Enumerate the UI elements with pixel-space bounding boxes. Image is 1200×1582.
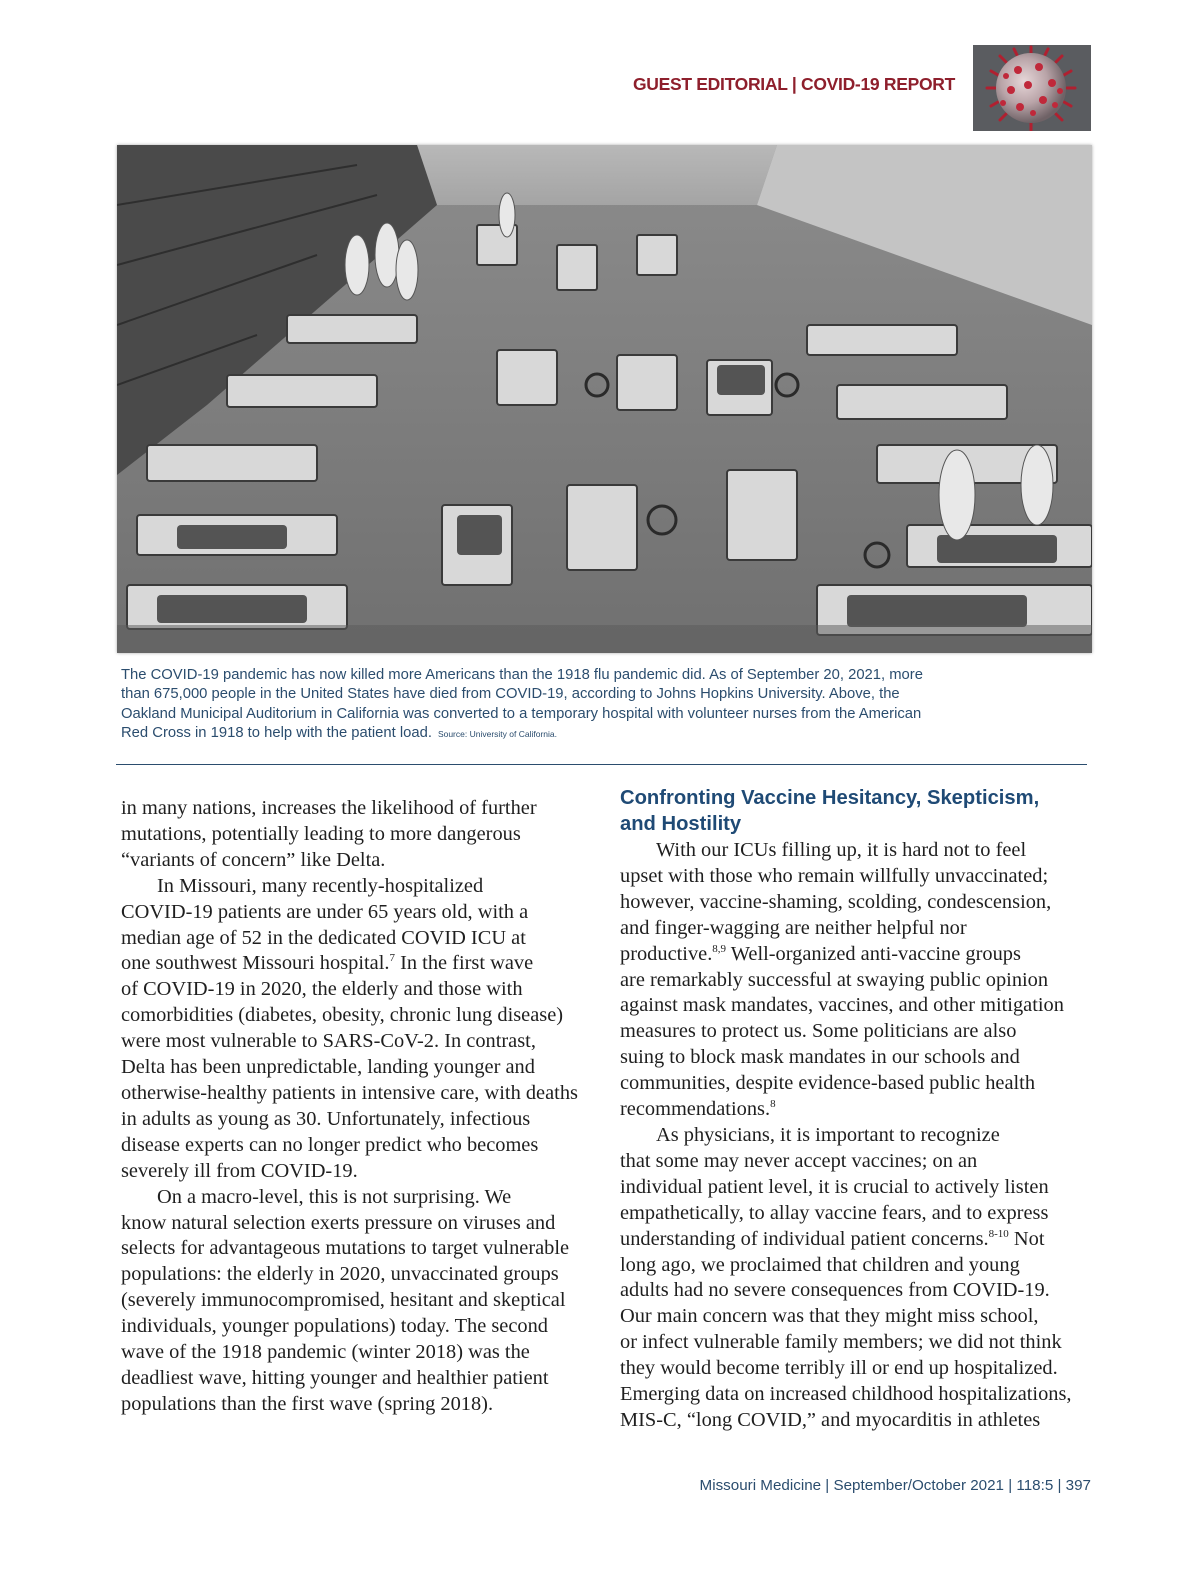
- text-line: [620, 942, 1098, 968]
- text-line: (severely immunocompromised, hesitant and skeptical: [121, 1289, 566, 1312]
- text-line: they would become terribly ill or end up hospitalized.: [620, 1357, 1058, 1380]
- text-line: adults had no severe consequences from COVID-19.: [620, 1279, 1050, 1302]
- hospital-ward-photo: [117, 145, 1092, 653]
- text-line: individuals, younger populations) today. The second: [121, 1315, 548, 1338]
- text-line: in adults as young as 30. Unfortunately, infectious: [121, 1107, 531, 1130]
- text-line: [620, 1097, 1098, 1123]
- text-line: [121, 951, 599, 977]
- text-line: suing to block mask mandates in our schools and: [620, 1046, 1020, 1069]
- text-span: Not: [1008, 1227, 1045, 1250]
- text-line: otherwise-healthy patients in intensive care, with deaths: [121, 1081, 578, 1104]
- caption-source: Source: University of California.: [437, 729, 557, 740]
- left-column: [121, 796, 599, 1418]
- text-span: recommendations.: [620, 1098, 771, 1121]
- text-line: communities, despite evidence-based public health: [620, 1072, 1036, 1095]
- right-column: [620, 838, 1098, 1434]
- section-heading: [620, 786, 1100, 837]
- text-line: comorbidities (diabetes, obesity, chronic lung disease): [121, 1004, 564, 1027]
- citation: 8-10: [988, 1227, 1009, 1240]
- text-line: severely ill from COVID-19.: [121, 1159, 358, 1182]
- text-line: upset with those who remain willfully unvaccinated;: [620, 864, 1049, 887]
- section-divider: [116, 764, 1087, 765]
- text-line: of COVID-19 in 2020, the elderly and those with: [121, 978, 523, 1001]
- text-line: deadliest wave, hitting younger and healthier patient: [121, 1366, 549, 1389]
- text-line: against mask mandates, vaccines, and other mitigation: [620, 994, 1064, 1017]
- text-line: disease experts can no longer predict who becomes: [121, 1133, 539, 1156]
- figure-caption: [121, 666, 1093, 745]
- caption-line: Oakland Municipal Auditorium in California was converted to a temporary hospital with volunteer nurses from the American: [121, 705, 922, 722]
- text-line: In Missouri, many recently-hospitalized: [157, 874, 484, 897]
- text-line: individual patient level, it is crucial to actively listen: [620, 1175, 1049, 1198]
- text-line: and finger-wagging are neither helpful nor: [620, 916, 967, 939]
- citation: 8: [770, 1098, 776, 1111]
- text-line: [620, 1227, 1098, 1253]
- text-line: On a macro-level, this is not surprising. We: [157, 1185, 512, 1208]
- text-line: As physicians, it is important to recognize: [656, 1123, 1000, 1146]
- caption-line-text: Red Cross in 1918 to help with the patient load.: [121, 725, 432, 742]
- text-line: or infect vulnerable family members; we did not think: [620, 1331, 1062, 1354]
- text-line: populations than the first wave (spring 2018).: [121, 1392, 494, 1415]
- text-line: With our ICUs filling up, it is hard not to feel: [656, 839, 1027, 861]
- text-line: MIS-C, “long COVID,” and myocarditis in athletes: [620, 1408, 1041, 1431]
- text-span: Well-organized anti-vaccine groups: [726, 942, 1021, 965]
- text-line: wave of the 1918 pandemic (winter 2018) was the: [121, 1341, 530, 1364]
- page-footer: Missouri Medicine | September/October 2021 | 118:5 | 397: [699, 1477, 1091, 1494]
- text-line: COVID-19 patients are under 65 years old, with a: [121, 900, 529, 923]
- citation: 8,9: [712, 942, 727, 955]
- caption-line: than 675,000 people in the United States have died from COVID-19, according to Johns Hopkins University. Above, the: [121, 686, 900, 703]
- text-line: Emerging data on increased childhood hospitalizations,: [620, 1383, 1072, 1406]
- coronavirus-illustration: [973, 45, 1091, 131]
- text-line: Delta has been unpredictable, landing younger and: [121, 1056, 535, 1079]
- caption-line: [121, 724, 1093, 744]
- text-line: that some may never accept vaccines; on an: [620, 1149, 978, 1172]
- text-line: “variants of concern” like Delta.: [121, 848, 386, 871]
- text-line: measures to protect us. Some politicians are also: [620, 1020, 1017, 1043]
- text-line: are remarkably successful at swaying public opinion: [620, 968, 1049, 991]
- text-line: were most vulnerable to SARS-CoV-2. In contrast,: [121, 1030, 536, 1053]
- text-line: mutations, potentially leading to more dangerous: [121, 822, 521, 845]
- text-line: long ago, we proclaimed that children and young: [620, 1253, 1020, 1276]
- text-line: selects for advantageous mutations to target vulnerable: [121, 1237, 570, 1260]
- text-line: populations: the elderly in 2020, unvaccinated groups: [121, 1263, 559, 1286]
- text-line: empathetically, to allay vaccine fears, and to express: [620, 1201, 1049, 1224]
- section-label: GUEST EDITORIAL | COVID-19 REPORT: [632, 74, 955, 94]
- text-line: know natural selection exerts pressure on viruses and: [121, 1211, 556, 1234]
- text-line: Our main concern was that they might miss school,: [620, 1305, 1039, 1328]
- heading-line: and Hostility: [620, 812, 742, 835]
- caption-line: The COVID-19 pandemic has now killed more Americans than the 1918 flu pandemic did. As of September 20, 2021, more: [121, 667, 923, 683]
- text-span: productive.: [620, 942, 713, 965]
- text-span: understanding of individual patient concerns.: [620, 1227, 989, 1250]
- text-span: one southwest Missouri hospital.: [121, 952, 390, 975]
- text-line: median age of 52 in the dedicated COVID ICU at: [121, 926, 526, 949]
- text-line: in many nations, increases the likelihood of further: [121, 797, 537, 819]
- text-span: In the first wave: [394, 952, 534, 975]
- text-line: however, vaccine-shaming, scolding, condescension,: [620, 890, 1052, 913]
- heading-line: Confronting Vaccine Hesitancy, Skepticism,: [620, 787, 1040, 809]
- citation: 7: [389, 952, 395, 965]
